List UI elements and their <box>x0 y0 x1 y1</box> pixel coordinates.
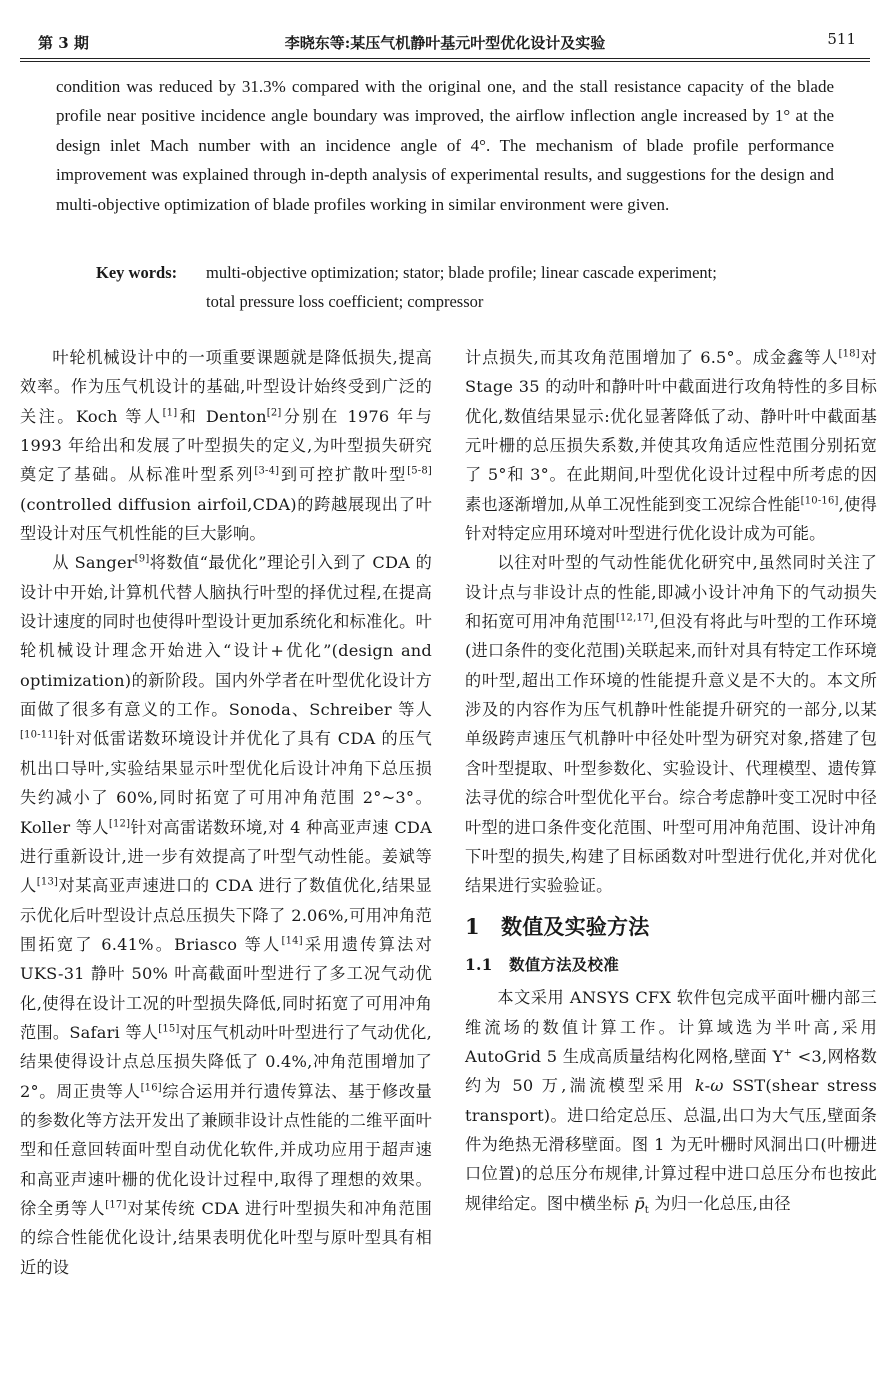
text-run: 对压气机动叶叶型进行了气动优化,结果使得设计点总压损失降低了 0.4%,冲角范围增加了 2°。周正贵等人 <box>20 1022 432 1101</box>
text-run: 从 Sanger <box>52 553 135 573</box>
running-title: 李晓东等:某压气机静叶基元叶型优化设计及实验 <box>284 34 606 52</box>
superscript: + <box>783 1047 793 1059</box>
section-heading <box>465 912 877 941</box>
text-run: 针对高雷诺数环境,对 4 种高亚声速 CDA 进行重新设计,进一步有效提高了叶型气动性能。姜斌等人 <box>20 817 432 896</box>
text-run: 分别在 1976 年与 1993 年给出和发展了叶型损失的定义,为叶型损失研究奠定了基础。从标准叶型系列 <box>20 406 433 485</box>
subsection-title: 数值方法及校准 <box>509 954 619 974</box>
header-rule-bottom <box>20 61 870 62</box>
section-number: 1 <box>465 913 480 939</box>
text-run: (controlled diffusion airfoil,CDA)的跨越展现出了叶型设计对压气机性能的巨大影响。 <box>20 494 432 544</box>
header-rule-top <box>20 58 870 59</box>
page-number: 511 <box>827 30 856 48</box>
citation-ref: [5-8] <box>407 465 432 477</box>
text-run: 将数值“最优化”理论引入到了 CDA 的设计中开始,计算机代替人脑执行叶型的择优过程,在提高设计速度的同时也使得叶型设计更加系统化和标准化。叶轮机械设计理念开始进入“设计+优化”(design and optimization)的新阶段。国内外学者在叶型优化设计方面做了很多有意义的工作。Sonoda、Schreiber 等人 <box>20 553 432 720</box>
text-run: 针对低雷诺数环境设计并优化了具有 CDA 的压气机出口导叶,实验结果显示叶型优化后设计冲角下总压损失约减小了 60%,同时拓宽了可用冲角范围 2°~3°。Koller 等人 <box>20 729 432 837</box>
math-symbol: k-ω <box>694 1076 724 1096</box>
citation-ref: [17] <box>105 1199 127 1211</box>
text-run: 和 Denton <box>177 406 267 426</box>
text-run: ,使得针对特定应用环境对叶型进行优化设计成为可能。 <box>465 494 877 544</box>
text-run: 到可控扩散叶型 <box>279 465 408 485</box>
keywords-line-1: multi-objective optimization; stator; blade profile; linear cascade experiment; <box>206 263 717 282</box>
citation-ref: [15] <box>158 1023 180 1035</box>
citation-ref: [10-11] <box>20 730 59 742</box>
right-column <box>465 343 877 1225</box>
paragraph-motivation <box>465 548 877 900</box>
citation-ref: [14] <box>281 935 303 947</box>
citation-ref: [3-4] <box>254 465 280 477</box>
text-run: 以往对叶型的气动性能优化研究中,虽然同时关注了设计点与非设计点的性能,即减小设计冲角下的气动损失和拓宽可用冲角范围 <box>465 553 877 632</box>
text-run: 综合运用并行遗传算法、基于修改量的参数化等方法开发出了兼顾非设计点性能的二维平面叶型和任意回转面叶型自动优化软件,并成功应用于超声速和高亚声速叶栅的优化设计过程中,取得了理想的效果。徐全勇等人 <box>20 1081 432 1218</box>
subsection-number: 1.1 <box>465 954 493 974</box>
text-run: 计点损失,而其攻角范围增加了 6.5°。成金鑫等人 <box>465 348 839 367</box>
text-run: 为归一化总压,由径 <box>649 1193 791 1213</box>
paragraph-numerical-method <box>465 983 877 1225</box>
citation-ref: [1] <box>162 407 178 419</box>
paragraph-continued <box>465 343 877 548</box>
subsection-heading <box>465 950 877 979</box>
abstract-text: condition was reduced by 31.3% compared with the original one, and the stall resistance capacity of the blade profile near positive incidence angle boundary was improved, the airflow inflection angle increased by 1° at the design inlet Mach number with an incidence angle of 4°. The mechanism of blade profile performance improvement was explained through in-depth analysis of experimental results, and suggestions for the design and multi-objective optimization of blade profiles working in similar environment were given. <box>56 77 834 214</box>
citation-ref: [10-16] <box>800 495 839 507</box>
left-column <box>20 343 432 1282</box>
keywords-block <box>96 258 856 317</box>
math-symbol: p̄ <box>634 1193 645 1213</box>
text-run: 对 Stage 35 的动叶和静叶叶中截面进行攻角特性的多目标优化,数值结果显示:优化显著降低了动、静叶叶中截面基元叶栅的总压损失系数,并使其攻角适应性范围分别拓宽了 5°和 3°。在此期间,叶型优化设计过程中所考虑的因素也逐渐增加,从单工况性能到变工况综合性能 <box>465 348 877 514</box>
keywords-label: Key words: <box>96 263 178 282</box>
text-run: SST(shear stress transport)。进口给定总压、总温,出口为大气压,壁面条件为绝热无滑移壁面。图 1 为无叶栅时风洞出口(叶栅进口位置)的总压分布规律,计算过程中进口总压分布也按此规律给定。图中横坐标 <box>465 1076 877 1213</box>
citation-ref: [12,17] <box>615 612 654 624</box>
citation-ref: [2] <box>266 407 282 419</box>
keywords-line-2: total pressure loss coefficient; compressor <box>206 292 484 312</box>
subscript: t <box>644 1204 650 1216</box>
text-run: 叶轮机械设计中的一项重要课题就是降低损失,提高效率。作为压气机设计的基础,叶型设计始终受到广泛的关注。Koch 等人 <box>20 348 432 426</box>
text-run: 采用遗传算法对 UKS-31 静叶 50% 叶高截面叶型进行了多工况气动优化,使得在设计工况的叶型损失降低,同时拓宽了可用冲角范围。Safari 等人 <box>20 934 432 1042</box>
page-header <box>20 22 870 58</box>
citation-ref: [13] <box>36 876 59 888</box>
issue-label: 第 3 期 <box>38 34 89 52</box>
citation-ref: [12] <box>108 818 131 830</box>
text-run: 对某高亚声速进口的 CDA 进行了数值优化,结果显示优化后叶型设计点总压损失下降了 2.06%,可用冲角范围拓宽了 6.41%。Briasco 等人 <box>20 876 432 954</box>
citation-ref: [9] <box>134 554 150 566</box>
paragraph-literature <box>20 548 432 1282</box>
text-run: 本文采用 ANSYS CFX 软件包完成平面叶栅内部三维流场的数值计算工作。计算域选为半叶高,采用 AutoGrid 5 生成高质量结构化网格,壁面 Y <box>465 988 877 1066</box>
text-run: ,但没有将此与叶型的工作环境(进口条件的变化范围)关联起来,而针对具有特定工作环境的叶型,超出工作环境的性能提升意义是不大的。本文所涉及的内容作为压气机静叶性能提升研究的一部分,以某单级跨声速压气机静叶中径处叶型为研究对象,搭建了包含叶型提取、叶型参数化、实验设计、代理模型、遗传算法寻优的综合叶型优化平台。综合考虑静叶变工况时中径叶型的进口条件变化范围、叶型可用冲角范围、设计冲角下叶型的损失,构建了目标函数对叶型进行优化,并对优化结果进行实验验证。 <box>465 612 877 896</box>
citation-ref: [16] <box>140 1082 162 1094</box>
text-run: 对某传统 CDA 进行叶型损失和冲角范围的综合性能优化设计,结果表明优化叶型与原叶型具有相近的设 <box>20 1198 432 1277</box>
text-run: <3,网格数约为 50 万,湍流模型采用 <box>465 1046 877 1096</box>
section-title: 数值及实验方法 <box>501 913 650 939</box>
paragraph-intro <box>20 343 432 548</box>
citation-ref: [18] <box>838 348 860 360</box>
